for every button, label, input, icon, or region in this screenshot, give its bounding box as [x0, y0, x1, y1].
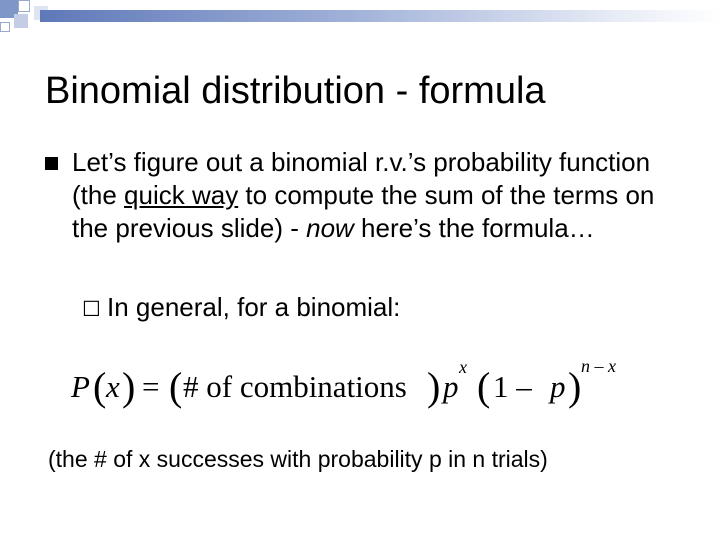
bullet-text — [72, 146, 682, 245]
sub-bullet-checkbox-icon: ☐ — [82, 298, 101, 321]
formula-exp-nx: n – x — [581, 356, 616, 376]
formula-one-minus: 1 – — [493, 369, 532, 404]
bullet-square-icon — [45, 157, 58, 170]
formula-paren-close: ) — [568, 364, 582, 409]
formula-p: p — [443, 369, 459, 404]
decor-square — [18, 0, 30, 12]
binomial-formula — [65, 355, 645, 415]
formula-paren-open: ( — [477, 364, 491, 409]
formula-paren-close: ) — [122, 364, 136, 409]
formula-x: x — [106, 369, 120, 404]
formula-P: P — [71, 369, 90, 404]
slide-title: Binomial distribution - formula — [45, 70, 546, 112]
formula-paren-close: ) — [427, 364, 441, 409]
formula-combinations: # of combinations — [183, 369, 407, 404]
decor-top-bar — [40, 10, 720, 22]
underlined-phrase: quick way — [124, 180, 239, 210]
formula-equals: = — [142, 369, 160, 404]
formula-paren-open: ( — [169, 364, 183, 409]
formula-p2: p — [550, 369, 566, 404]
decor-square — [0, 22, 10, 32]
decor-square — [14, 14, 28, 28]
bullet-text-part: here’s the formula… — [353, 213, 595, 243]
formula-paren-open: ( — [93, 364, 107, 409]
italic-word: now — [306, 213, 354, 243]
bullet-text-part: to compute the sum of the terms on the previous slide) - — [72, 180, 655, 243]
caption: (the # of x successes with probability p in n trials) — [48, 446, 548, 472]
sub-bullet-text: In general, for a binomial: — [107, 292, 401, 322]
formula-exp-x: x — [459, 357, 467, 377]
bullet-text-part: Let’s figure out a binomial r.v.’s probability function (the — [72, 147, 651, 210]
